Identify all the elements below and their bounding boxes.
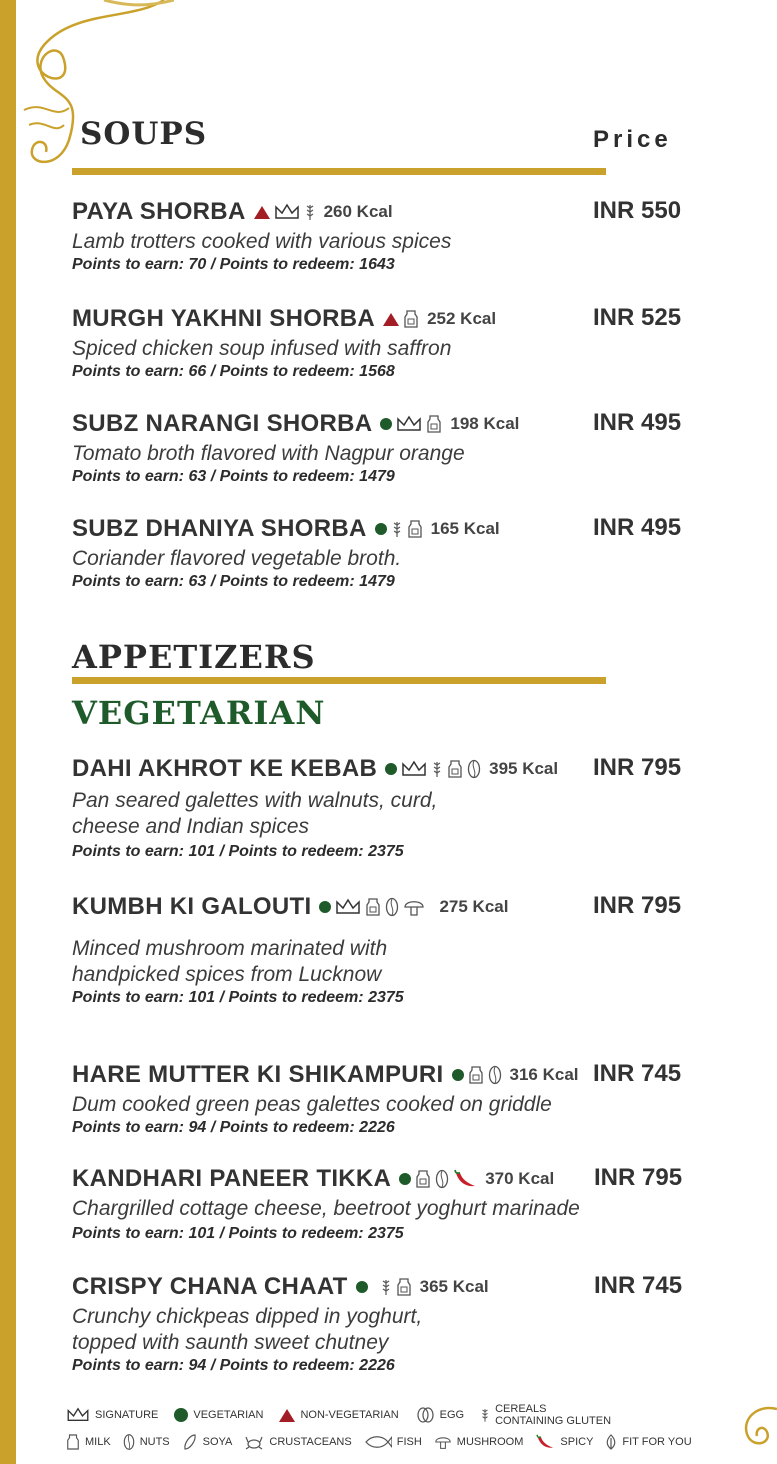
milk-icon: [468, 1065, 484, 1085]
crown-icon: [66, 1407, 90, 1423]
nut-icon: [467, 759, 481, 779]
item-points: Points to earn: 63 / Points to redeem: 1479: [72, 573, 395, 590]
item-price: INR 795: [593, 754, 682, 781]
item-calories: 370 Kcal: [485, 1169, 555, 1188]
item-points: Points to earn: 94 / Points to redeem: 2226: [72, 1357, 395, 1374]
item-price: INR 525: [593, 304, 682, 331]
item-points: Points to earn: 101 / Points to redeem: 2375: [72, 1225, 404, 1242]
legend-fit: [605, 1434, 691, 1450]
soups-heading: SOUPS: [80, 116, 208, 152]
item-description: Minced mushroom marinated with: [72, 937, 388, 960]
item-name: KUMBH KI GALOUTI: [72, 893, 312, 920]
legend-label: VEGETARIAN: [193, 1409, 264, 1421]
item-price: INR 745: [593, 1060, 682, 1087]
item-description: Dum cooked green peas galettes cooked on griddle: [72, 1093, 552, 1116]
nut-icon: [488, 1065, 502, 1085]
wheat-icon: [380, 1278, 392, 1296]
item-calories: 316 Kcal: [509, 1065, 579, 1084]
item-calories: 275 Kcal: [439, 897, 509, 916]
menu-item: [72, 754, 692, 861]
item-price: INR 795: [593, 892, 682, 919]
floral-ornament-icon: [14, 0, 174, 190]
non-veg-triangle-icon: [254, 206, 270, 219]
wheat-icon: [480, 1407, 490, 1423]
item-price: INR 550: [593, 197, 682, 224]
legend-crustaceans: [244, 1434, 351, 1450]
milk-icon: [426, 414, 442, 434]
mushroom-icon: [434, 1434, 452, 1450]
item-price: INR 495: [593, 409, 682, 436]
item-description-line2: handpicked spices from Lucknow: [72, 963, 382, 986]
legend-label-line1: CEREALS: [495, 1403, 547, 1415]
menu-item: [72, 409, 692, 486]
menu-item: [72, 892, 692, 1007]
legend-label: [495, 1403, 611, 1427]
milk-icon: [403, 309, 419, 329]
milk-icon: [66, 1433, 80, 1451]
nut-icon: [385, 897, 399, 917]
item-description: Spiced chicken soup infused with saffron: [72, 337, 452, 360]
milk-icon: [447, 759, 463, 779]
item-calories: 395 Kcal: [489, 759, 559, 778]
chili-icon: [535, 1434, 555, 1450]
item-points: Points to earn: 94 / Points to redeem: 2226: [72, 1119, 395, 1136]
wheat-icon: [391, 520, 403, 538]
legend-label-line2: CONTAINING GLUTEN: [495, 1415, 612, 1427]
item-points: Points to earn: 63 / Points to redeem: 1479: [72, 468, 395, 485]
veg-dot-icon: [356, 1281, 368, 1293]
nut-icon: [435, 1169, 449, 1189]
mushroom-icon: [403, 897, 425, 917]
item-description: Chargrilled cottage cheese, beetroot yoghurt marinade: [72, 1197, 580, 1220]
menu-item: [72, 1164, 692, 1243]
item-price: INR 795: [594, 1164, 683, 1191]
legend-fish: [364, 1435, 422, 1449]
appetizers-heading: APPETIZERS: [72, 638, 316, 676]
veg-dot-icon: [319, 901, 331, 913]
item-description: Crunchy chickpeas dipped in yoghurt,: [72, 1305, 423, 1328]
menu-item: [72, 514, 692, 591]
item-points: Points to earn: 66 / Points to redeem: 1568: [72, 363, 395, 380]
veg-dot-icon: [174, 1408, 188, 1422]
legend-nuts: [123, 1433, 170, 1451]
legend-row: [66, 1403, 627, 1427]
item-name: KANDHARI PANEER TIKKA: [72, 1165, 392, 1192]
gold-side-border: [0, 0, 16, 1464]
legend-signature: [66, 1407, 158, 1423]
item-description-line2: cheese and Indian spices: [72, 815, 309, 838]
legend-label: NUTS: [139, 1436, 170, 1448]
corner-swirl-icon: [727, 1404, 777, 1464]
item-name: DAHI AKHROT KE KEBAB: [72, 755, 378, 782]
item-price: INR 495: [593, 514, 682, 541]
menu-item: [72, 197, 692, 274]
item-calories: 260 Kcal: [323, 202, 393, 221]
legend-non-veg: [279, 1409, 398, 1422]
item-name: SUBZ DHANIYA SHORBA: [72, 515, 367, 542]
item-price: INR 745: [594, 1272, 683, 1299]
non-veg-triangle-icon: [279, 1409, 295, 1422]
veg-dot-icon: [380, 418, 392, 430]
item-description: Tomato broth flavored with Nagpur orange: [72, 442, 465, 465]
item-name: HARE MUTTER KI SHIKAMPURI: [72, 1061, 444, 1088]
legend-spicy: [535, 1434, 593, 1450]
milk-icon: [415, 1169, 431, 1189]
item-calories: 252 Kcal: [427, 309, 497, 328]
price-column-header: Price: [593, 126, 672, 153]
legend-milk: [66, 1433, 111, 1451]
non-veg-triangle-icon: [383, 313, 399, 326]
legend-label: FIT FOR YOU: [622, 1436, 692, 1448]
legend-label: SOYA: [202, 1436, 233, 1448]
veg-dot-icon: [385, 763, 397, 775]
wheat-icon: [304, 203, 316, 221]
legend-label: SIGNATURE: [95, 1409, 159, 1421]
section-divider: [72, 168, 606, 175]
item-calories: 365 Kcal: [419, 1277, 489, 1296]
menu-item: [72, 1272, 692, 1375]
item-name: CRISPY CHANA CHAAT: [72, 1273, 348, 1300]
item-description: Coriander flavored vegetable broth.: [72, 547, 402, 570]
legend-label: CRUSTACEANS: [269, 1436, 352, 1448]
soya-icon: [182, 1433, 198, 1451]
legend-label: SPICY: [560, 1436, 594, 1448]
fish-icon: [364, 1435, 392, 1449]
legend-soya: [182, 1433, 233, 1451]
legend-vegetarian: [174, 1408, 263, 1422]
crown-icon: [335, 898, 361, 916]
crown-icon: [396, 415, 422, 433]
legend-egg: [415, 1407, 464, 1423]
vegetarian-subheading: VEGETARIAN: [72, 694, 326, 732]
legend-mushroom: [434, 1434, 524, 1450]
veg-dot-icon: [452, 1069, 464, 1081]
legend-label: MILK: [85, 1436, 111, 1448]
veg-dot-icon: [375, 523, 387, 535]
item-calories: 165 Kcal: [430, 519, 500, 538]
item-calories: 198 Kcal: [450, 414, 520, 433]
item-points: Points to earn: 101 / Points to redeem: 2375: [72, 843, 404, 860]
milk-icon: [365, 897, 381, 917]
crown-icon: [401, 760, 427, 778]
menu-item: [72, 1060, 692, 1137]
milk-icon: [407, 519, 423, 539]
item-name: PAYA SHORBA: [72, 198, 246, 225]
legend-label: NON-VEGETARIAN: [300, 1409, 399, 1421]
leaf-icon: [605, 1434, 617, 1450]
item-description-line2: topped with saunth sweet chutney: [72, 1331, 389, 1354]
crown-icon: [274, 203, 300, 221]
section-divider: [72, 677, 606, 684]
legend-label: MUSHROOM: [456, 1436, 524, 1448]
crab-icon: [244, 1434, 264, 1450]
nut-icon: [123, 1433, 135, 1451]
egg-icon: [415, 1407, 435, 1423]
wheat-icon: [431, 760, 443, 778]
legend-label: FISH: [396, 1436, 422, 1448]
item-description: Lamb trotters cooked with various spices: [72, 230, 452, 253]
item-name: SUBZ NARANGI SHORBA: [72, 410, 373, 437]
item-description: Pan seared galettes with walnuts, curd,: [72, 789, 438, 812]
chili-icon: [453, 1169, 477, 1189]
legend-cereals: [480, 1403, 611, 1427]
menu-item: [72, 304, 692, 381]
legend-label: EGG: [439, 1409, 465, 1421]
milk-icon: [396, 1277, 412, 1297]
legend-row: [66, 1433, 692, 1451]
veg-dot-icon: [399, 1173, 411, 1185]
item-points: Points to earn: 101 / Points to redeem: 2375: [72, 989, 404, 1006]
item-name: MURGH YAKHNI SHORBA: [72, 305, 376, 332]
item-points: Points to earn: 70 / Points to redeem: 1643: [72, 256, 395, 273]
